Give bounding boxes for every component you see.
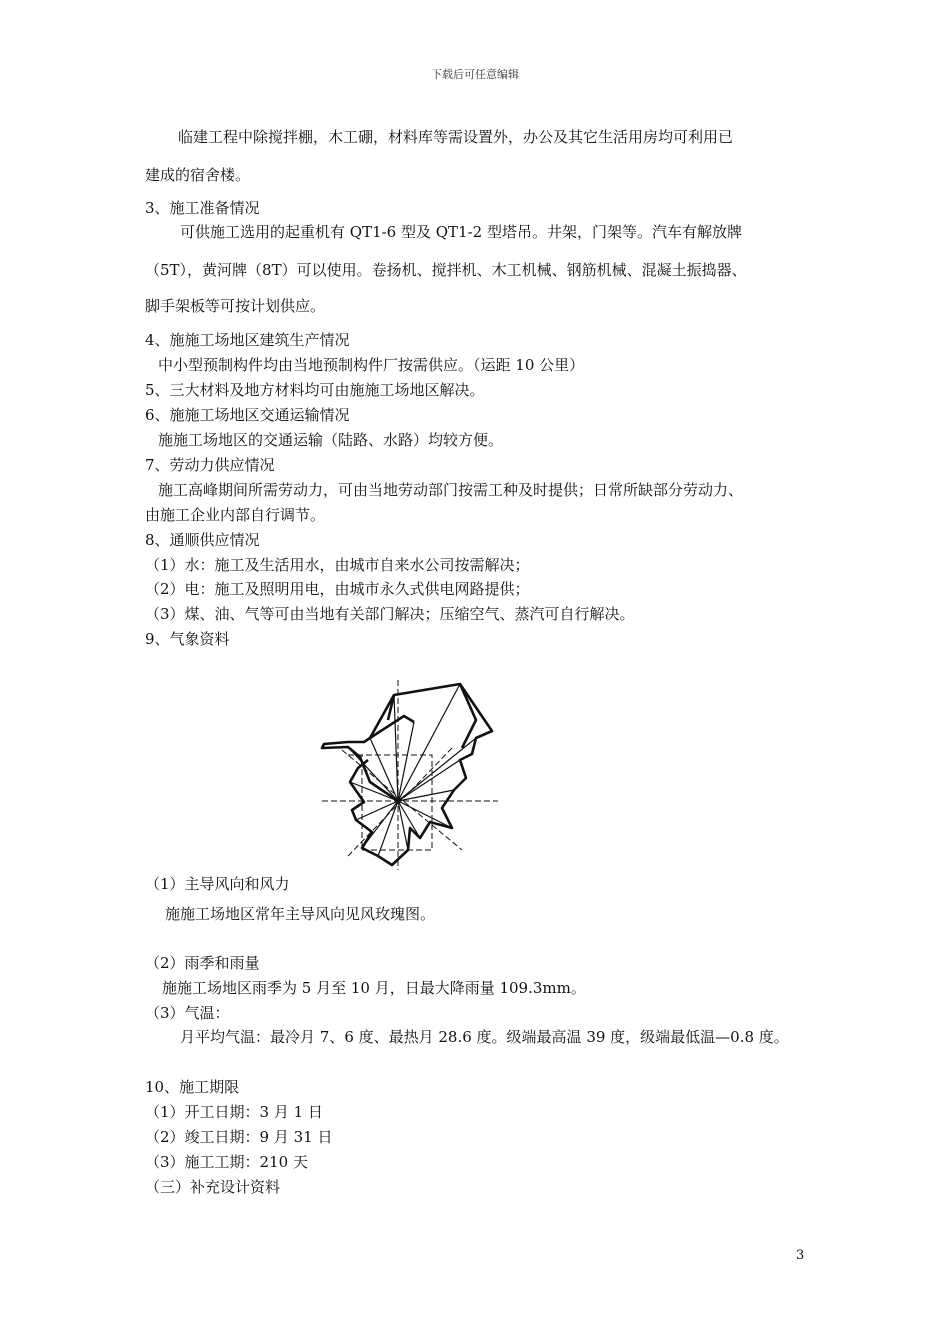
paragraph-line: 中小型预制构件均由当地预制构件厂按需供应。（运距 10 公里） [158, 356, 585, 374]
list-item: （3）煤、油、气等可由当地有关部门解决；压缩空气、蒸汽可自行解决。 [145, 605, 635, 623]
page-header: 下载后可任意编辑 [431, 68, 519, 81]
list-item: （2）竣工日期：9 月 31 日 [145, 1128, 333, 1146]
section-heading: 5、三大材料及地方材料均可由施施工场地区解决。 [145, 381, 485, 399]
subsection-heading: （1）主导风向和风力 [145, 875, 290, 893]
paragraph-line: 施施工场地区常年主导风向见风玫瑰图。 [165, 905, 436, 923]
paragraph-line: 施施工场地区雨季为 5 月至 10 月，日最大降雨量 109.3mm。 [162, 979, 586, 997]
paragraph-line: （5T），黄河牌（8T）可以使用。卷扬机、搅拌机、木工机械、钢筋机械、混凝土振捣器、 [145, 261, 747, 279]
paragraph-line: 脚手架板等可按计划供应。 [145, 297, 326, 315]
section-heading: （三）补充设计资料 [145, 1178, 281, 1196]
section-heading: 4、施施工场地区建筑生产情况 [145, 331, 350, 349]
paragraph-line: 可供施工选用的起重机有 QT1-6 型及 QT1-2 型塔吊。井架，门架等。汽车有解放牌 [180, 223, 742, 241]
subsection-heading: （2）雨季和雨量 [145, 954, 260, 972]
section-heading: 10、施工期限 [145, 1078, 240, 1096]
subsection-heading: （3）气温： [145, 1004, 230, 1022]
paragraph-line: 施施工场地区的交通运输（陆路、水路）均较方便。 [158, 431, 504, 449]
paragraph-line: 月平均气温：最冷月 7、6 度、最热月 28.6 度。级端最高温 39 度，级端最低温—0.8 度。 [180, 1028, 789, 1046]
section-heading: 7、劳动力供应情况 [145, 456, 275, 474]
paragraph-line: 施工高峰期间所需劳动力，可由当地劳动部门按需工种及时提供；日常所缺部分劳动力、 [158, 481, 744, 499]
section-heading: 6、施施工场地区交通运输情况 [145, 406, 350, 424]
paragraph-line: 建成的宿舍楼。 [145, 166, 251, 184]
page-number: 3 [796, 1248, 805, 1263]
list-item: （3）施工工期：210 天 [145, 1153, 308, 1171]
list-item: （1）水：施工及生活用水，由城市自来水公司按需解决； [145, 556, 530, 574]
section-heading: 9、气象资料 [145, 630, 230, 648]
wind-rose-diagram [312, 660, 512, 875]
list-item: （2）电：施工及照明用电，由城市永久式供电网路提供； [145, 580, 530, 598]
paragraph-line: 由施工企业内部自行调节。 [145, 506, 326, 524]
section-heading: 3、施工准备情况 [145, 199, 260, 217]
list-item: （1）开工日期：3 月 1 日 [145, 1103, 323, 1121]
paragraph-line: 临建工程中除搅拌棚，木工硼，材料库等需设置外，办公及其它生活用房均可利用已 [178, 128, 734, 146]
section-heading: 8、通顺供应情况 [145, 531, 260, 549]
